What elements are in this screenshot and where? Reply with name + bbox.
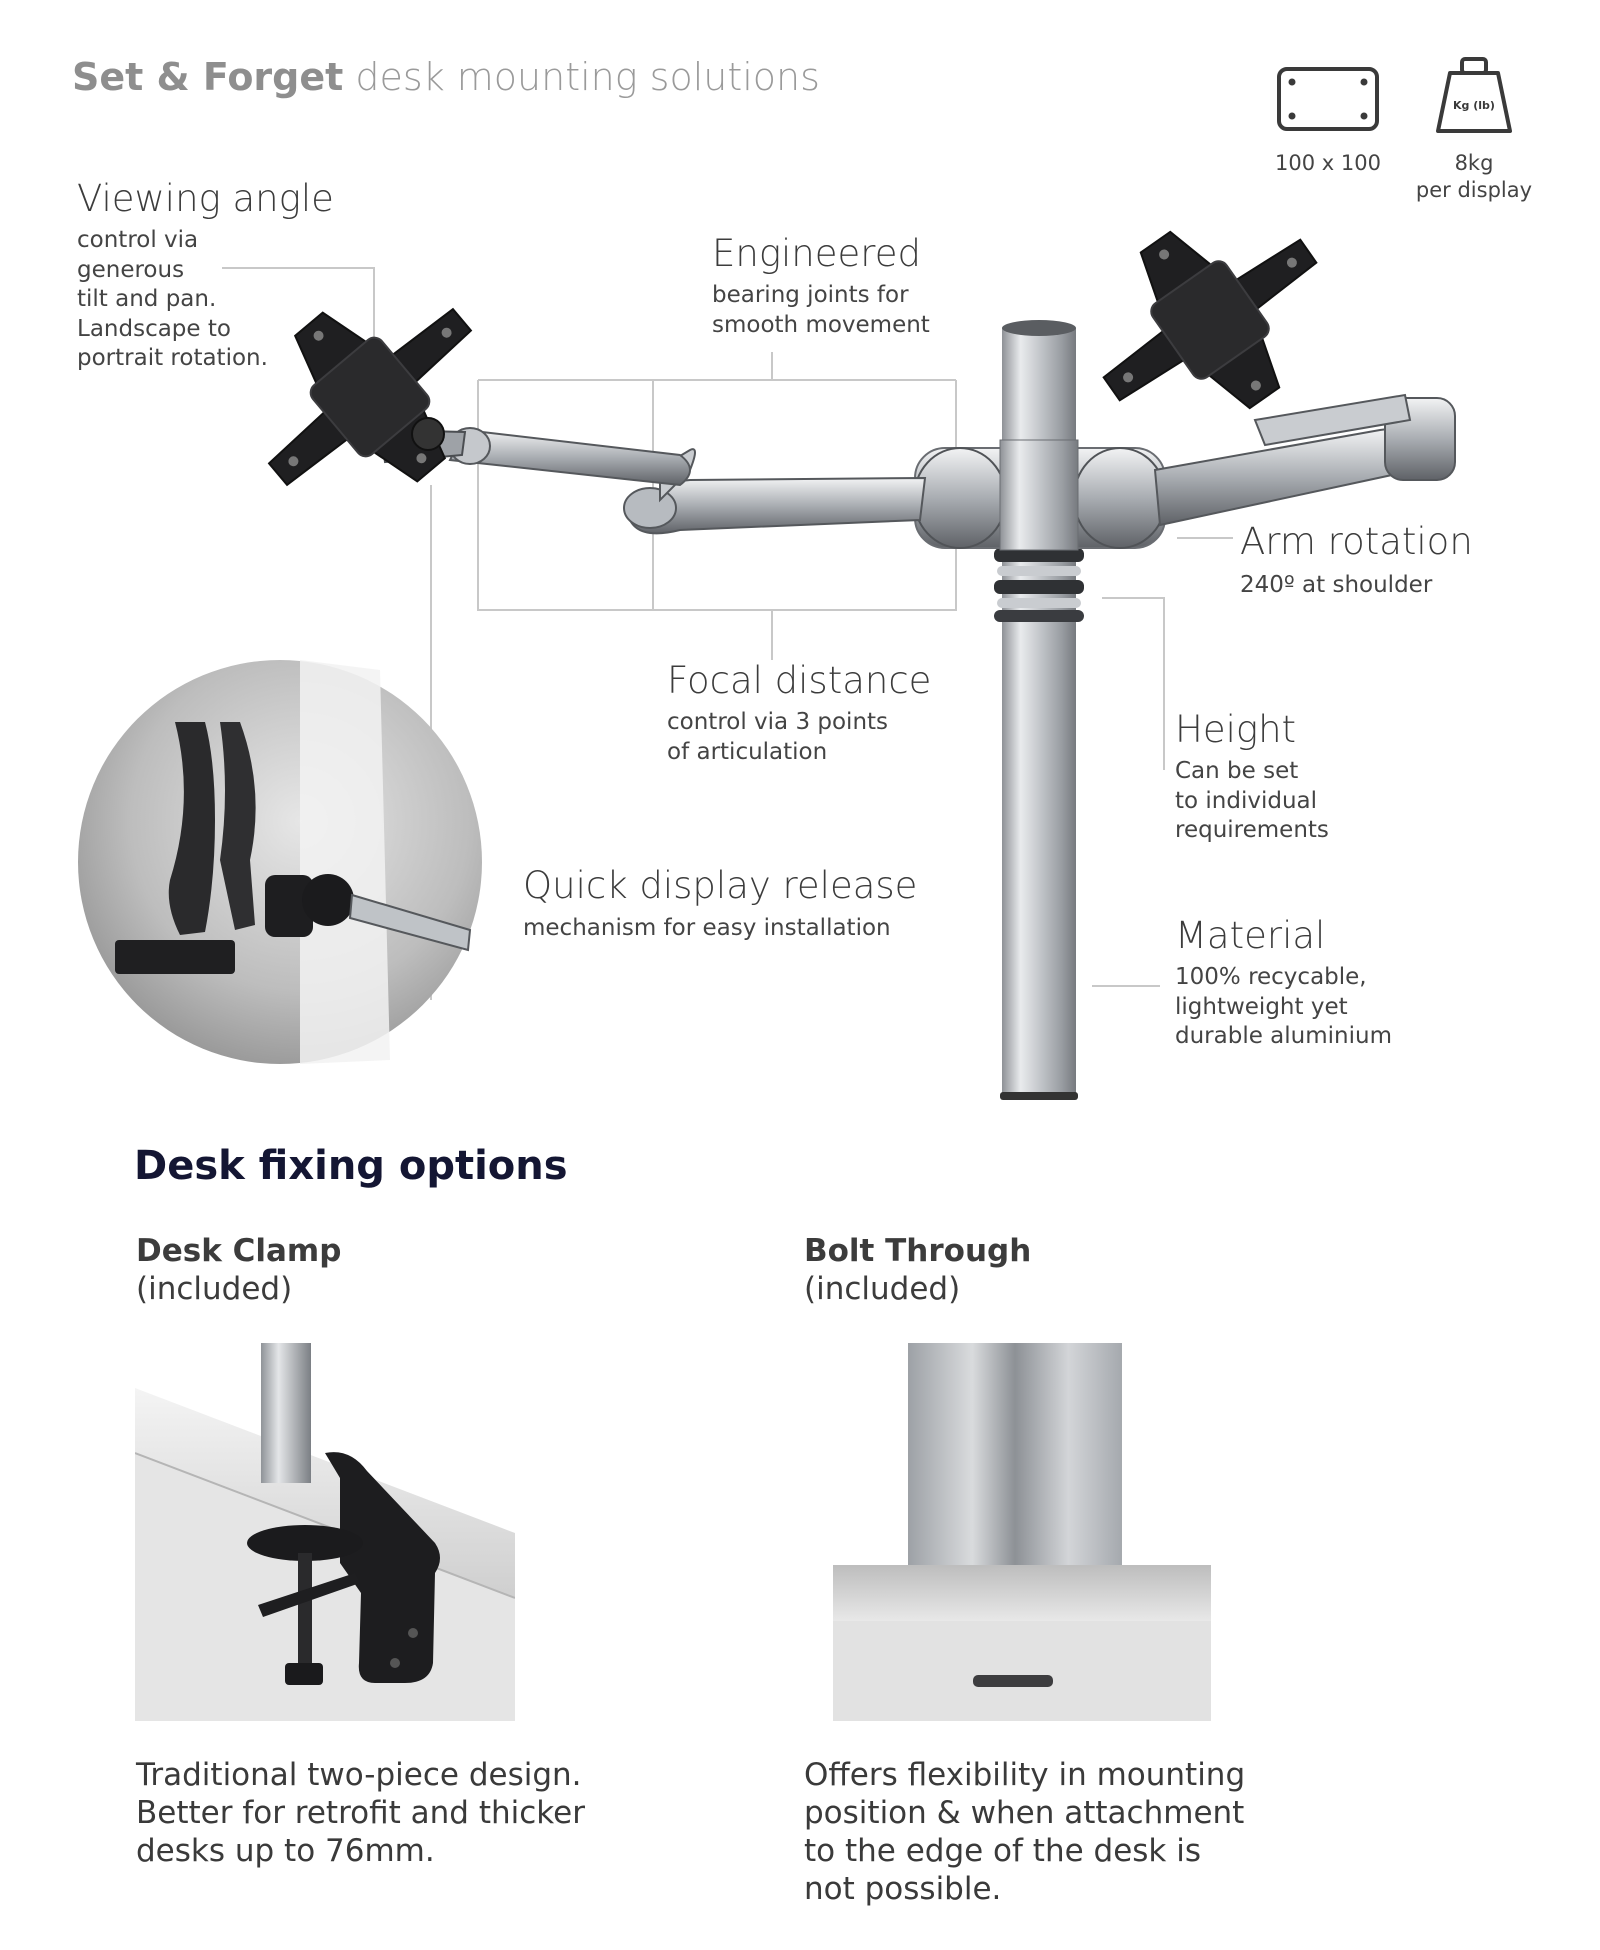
desc-line: Traditional two-piece design. [136, 1757, 582, 1793]
viewing-angle-desc [77, 226, 268, 374]
desc-line: tilt and pan. [77, 286, 217, 312]
focal-distance-title: Focal distance [667, 659, 932, 702]
desc-line: mechanism for easy installation [523, 915, 891, 941]
desc-line: position & when attachment [804, 1795, 1245, 1831]
vesa-label: 100 x 100 [1275, 151, 1381, 175]
desc-line: to individual [1175, 787, 1318, 814]
height-title: Height [1175, 708, 1297, 751]
quick-release-title: Quick display release [523, 864, 918, 907]
desc-line: portrait rotation. [77, 345, 268, 371]
desk-clamp-title: Desk Clamp [136, 1233, 342, 1269]
desc-line: Offers flexibility in mounting [804, 1757, 1246, 1793]
focal-distance-desc [667, 708, 888, 767]
desk-clamp-subtitle: (included) [136, 1271, 293, 1307]
quick-release-desc [523, 914, 891, 944]
desc-line: of articulation [667, 738, 828, 765]
desk-clamp-option [136, 1233, 341, 1307]
bolt-through-option [804, 1233, 1031, 1307]
desc-line: durable aluminium [1175, 1023, 1392, 1049]
desc-line: to the edge of the desk is [804, 1833, 1201, 1869]
material-desc [1175, 963, 1392, 1052]
arm-rotation-desc [1240, 571, 1432, 601]
desc-line: 100% recycable, [1175, 964, 1367, 990]
desc-line: Can be set [1175, 758, 1299, 784]
height-desc [1175, 757, 1329, 846]
engineered-desc [712, 281, 930, 340]
desk-clamp-image [135, 1343, 515, 1721]
desc-line: control via 3 points [667, 709, 889, 735]
viewing-angle-title: Viewing angle [77, 177, 334, 220]
desc-line: Landscape to [77, 315, 231, 342]
title-bold: Set & Forget [72, 55, 344, 99]
material-title: Material [1175, 914, 1326, 957]
bolt-through-title: Bolt Through [804, 1233, 1032, 1269]
desk-fixing-heading: Desk fixing options [134, 1143, 568, 1189]
title-rest: desk mounting solutions [355, 55, 820, 99]
arm-rotation-title: Arm rotation [1240, 520, 1473, 563]
desc-line: not possible. [804, 1871, 1002, 1907]
desc-line: generous [77, 256, 185, 283]
desc-line: control via [77, 227, 199, 253]
bolt-through-subtitle: (included) [804, 1271, 961, 1307]
bolt-through-image [833, 1343, 1211, 1721]
bolt-through-desc [804, 1756, 1245, 1908]
desc-line: desks up to 76mm. [136, 1833, 435, 1869]
desc-line: smooth movement [712, 311, 930, 338]
weight-icon-text: Kg (lb) [1453, 99, 1495, 112]
desc-line: 240º at shoulder [1240, 572, 1433, 598]
engineered-title: Engineered [712, 232, 921, 275]
desc-line: requirements [1175, 817, 1329, 843]
desc-line: Better for retrofit and thicker [136, 1795, 585, 1831]
desk-clamp-desc [136, 1756, 585, 1870]
weight-label-line1: 8kg [1454, 151, 1494, 175]
weight-label-line2: per display [1415, 178, 1533, 202]
desc-line: lightweight yet [1175, 993, 1348, 1020]
desc-line: bearing joints for [712, 282, 909, 308]
